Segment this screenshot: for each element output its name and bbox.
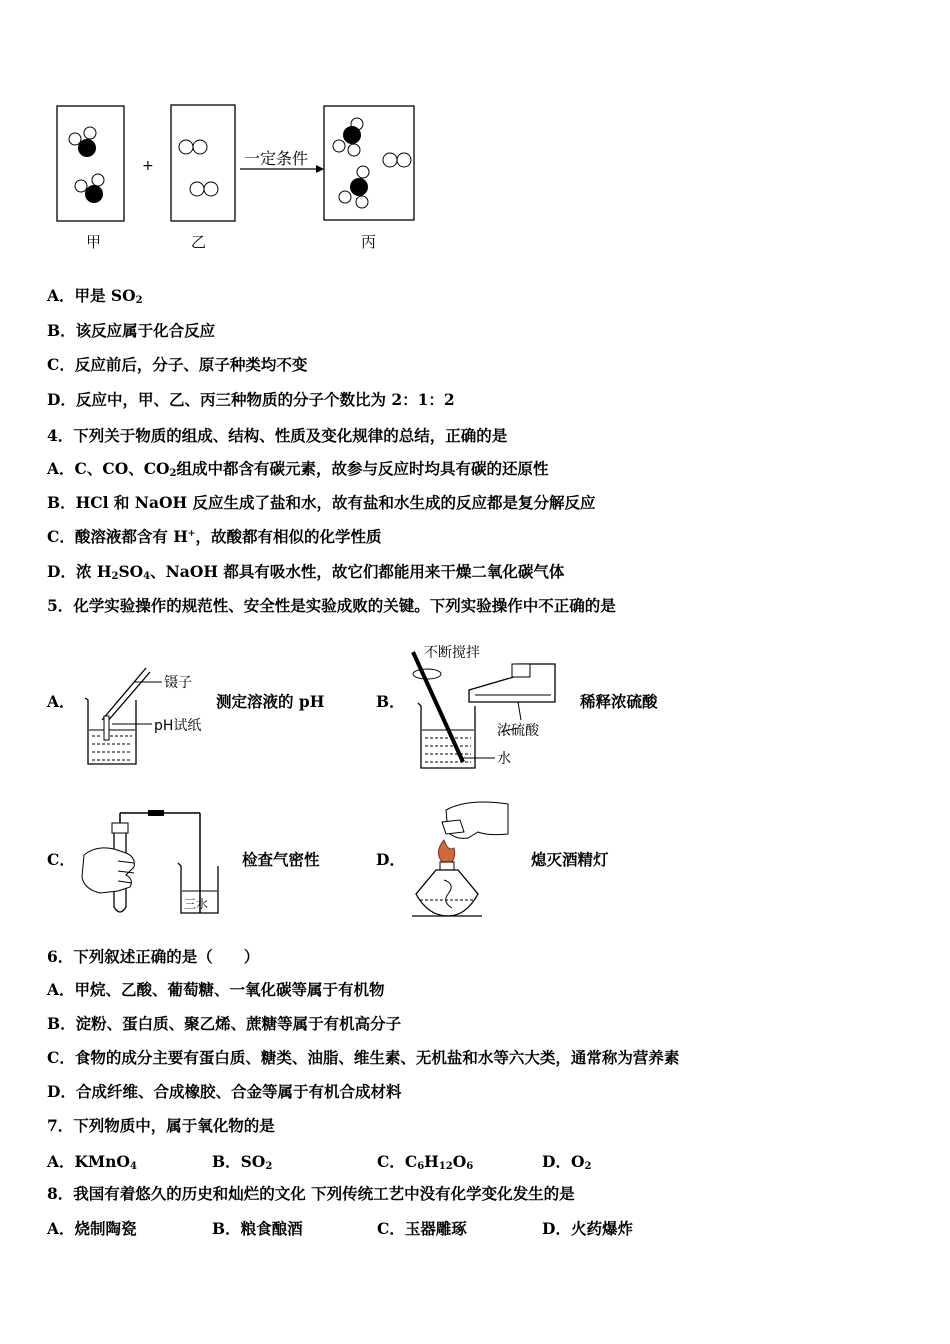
label-beaker-water: 三水 (184, 897, 209, 911)
q6-stem: 6．下列叙述正确的是（ ） (47, 947, 260, 966)
q3-option-b[interactable]: B．该反应属于化合反应 (47, 321, 216, 340)
q4-stem: 4．下列关于物质的组成、结构、性质及变化规律的总结，正确的是 (47, 426, 508, 445)
q7-option-c[interactable]: C．$C_6H_{12}O_6$ (377, 1152, 474, 1172)
q5-option-d-caption: 熄灭酒精灯 (531, 850, 609, 869)
q5-option-b-caption: 稀释浓硫酸 (580, 692, 658, 711)
label-jia: 甲 (86, 233, 102, 251)
q3-option-d[interactable]: D．反应中，甲、乙、丙三种物质的分子个数比为 2：1：2 (47, 390, 455, 409)
q6-option-b[interactable]: B．淀粉、蛋白质、聚乙烯、蔗糖等属于有机高分子 (47, 1014, 402, 1033)
q8-option-a[interactable]: A．烧制陶瓷 (47, 1219, 137, 1238)
q8-option-d[interactable]: D．火药爆炸 (542, 1219, 633, 1238)
label-yi: 乙 (191, 233, 207, 251)
box-yi (171, 105, 235, 221)
q4-option-b[interactable]: B．HCl 和 NaOH 反应生成了盐和水，故有盐和水生成的反应都是复分解反应 (47, 493, 596, 512)
label-bing: 丙 (361, 233, 377, 251)
box-jia (57, 106, 124, 221)
reaction-condition: 一定条件 (244, 149, 309, 168)
q5-option-b-letter[interactable]: B． (376, 692, 405, 711)
q7-option-a[interactable]: A．KMnO$_4$ (47, 1152, 137, 1172)
label-conc-acid: 浓硫酸 (497, 723, 539, 739)
q5-option-a-caption: 测定溶液的 pH (216, 692, 325, 711)
q6-option-a[interactable]: A．甲烷、乙酸、葡萄糖、一氧化碳等属于有机物 (47, 980, 385, 999)
q3-option-c[interactable]: C．反应前后，分子、原子种类均不变 (47, 355, 308, 374)
q5-option-d-letter[interactable]: D． (376, 850, 405, 869)
plus-sign: + (142, 158, 154, 174)
q7-option-d[interactable]: D．$O_2$ (542, 1152, 592, 1172)
q8-stem: 8．我国有着悠久的历史和灿烂的文化 下列传统工艺中没有化学变化发生的是 (47, 1184, 575, 1203)
q6-option-c[interactable]: C．食物的成分主要有蛋白质、糖类、油脂、维生素、无机盐和水等六大类，通常称为营养素 (47, 1048, 680, 1067)
label-stir: 不断搅拌 (424, 645, 480, 661)
q4-option-c[interactable]: C．酸溶液都含有 H+，故酸都有相似的化学性质 (47, 527, 382, 546)
q5-option-c-caption: 检查气密性 (242, 850, 320, 869)
q6-option-d[interactable]: D．合成纤维、合成橡胶、合金等属于有机合成材料 (47, 1082, 402, 1101)
q4-option-a[interactable]: A．C、CO、$CO_2$组成中都含有碳元素，故参与反应时均具有碳的还原性 (47, 459, 549, 479)
label-water: 水 (497, 751, 511, 767)
figure-alcohol-lamp (408, 798, 528, 923)
label-ph-paper: pH试纸 (154, 718, 202, 734)
q5-option-a-letter[interactable]: A． (47, 692, 75, 711)
q8-option-b[interactable]: B．粮食酿酒 (212, 1219, 303, 1238)
q5-stem: 5．化学实验操作的规范性、安全性是实验成败的关键。下列实验操作中不正确的是 (47, 596, 616, 615)
q7-option-b[interactable]: B．$SO_2$ (212, 1152, 273, 1172)
q3-option-a[interactable]: A．甲是 $SO_2$ (47, 286, 143, 306)
reaction-diagram-svg (0, 0, 950, 260)
option-letter: A． (47, 286, 75, 305)
figure-airtightness (78, 805, 238, 925)
q8-option-c[interactable]: C．玉器雕琢 (377, 1219, 467, 1238)
label-tweezers: 镊子 (164, 675, 192, 691)
q5-option-c-letter[interactable]: C． (47, 850, 75, 869)
q7-stem: 7．下列物质中，属于氧化物的是 (47, 1116, 275, 1135)
q4-option-d[interactable]: D．浓 $H_2SO_4$、NaOH 都具有吸水性，故它们都能用来干燥二氧化碳气体 (47, 562, 565, 582)
